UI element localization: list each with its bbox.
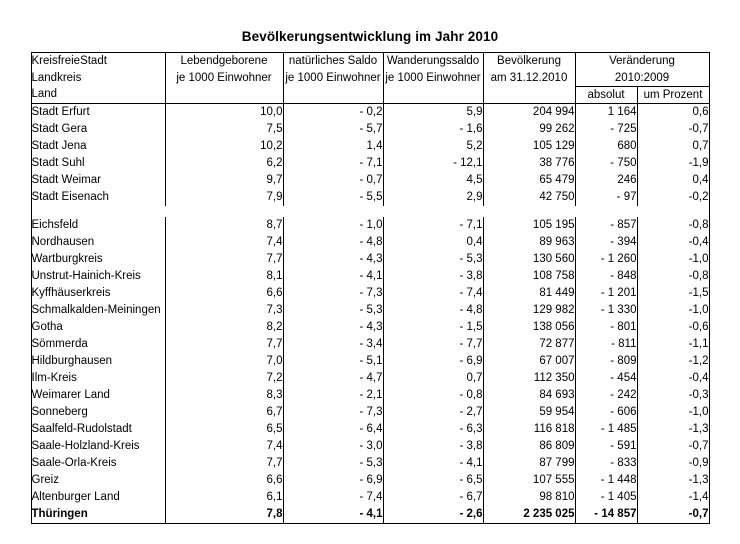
row-value-abs: - 242 [575, 387, 637, 404]
row-value-mig: 4,5 [383, 172, 483, 189]
row-value-abs: - 1 260 [575, 251, 637, 268]
row-value-abs: - 801 [575, 319, 637, 336]
row-value-nat: - 4,7 [283, 370, 383, 387]
row-value-born: 7,2 [165, 370, 283, 387]
row-value-pct: -1,2 [637, 353, 709, 370]
row-value-nat: 1,4 [283, 138, 383, 155]
table-row [31, 285, 709, 302]
row-value-born: 7,9 [165, 189, 283, 206]
row-region-name: Stadt Jena [31, 138, 165, 155]
row-value-born: 6,5 [165, 421, 283, 438]
table-row [31, 155, 709, 172]
total-value-born: 7,8 [165, 506, 283, 524]
row-value-pct: -1,0 [637, 404, 709, 421]
row-value-nat: - 7,1 [283, 155, 383, 172]
row-region-name: Stadt Suhl [31, 155, 165, 172]
row-value-born: 7,4 [165, 234, 283, 251]
row-value-nat: - 5,5 [283, 189, 383, 206]
row-value-pop: 87 799 [483, 455, 575, 472]
row-value-pct: -0,7 [637, 438, 709, 455]
row-value-born: 9,7 [165, 172, 283, 189]
row-value-pop: 86 809 [483, 438, 575, 455]
table-row [31, 234, 709, 251]
live-births-line1: Lebendgeborene [180, 55, 268, 67]
column-header-migration-balance [383, 53, 483, 104]
row-value-pop: 204 994 [483, 104, 575, 122]
row-value-nat: - 1,0 [283, 217, 383, 234]
table-row [31, 438, 709, 455]
row-region-name: Sonneberg [31, 404, 165, 421]
row-value-pct: -0,4 [637, 370, 709, 387]
total-value-pop: 2 235 025 [483, 506, 575, 524]
row-value-born: 6,1 [165, 489, 283, 506]
migration-balance-line2: je 1000 Einwohner [385, 71, 481, 84]
row-value-mig: - 2,7 [383, 404, 483, 421]
row-value-nat: - 6,9 [283, 472, 383, 489]
row-region-name: Weimarer Land [31, 387, 165, 404]
row-value-pop: 67 007 [483, 353, 575, 370]
row-value-nat: - 0,2 [283, 104, 383, 122]
column-header-region [31, 53, 165, 104]
row-value-pct: 0,7 [637, 138, 709, 155]
row-value-mig: - 7,7 [383, 336, 483, 353]
row-value-pct: 0,6 [637, 104, 709, 122]
row-value-pop: 59 954 [483, 404, 575, 421]
row-value-abs: - 1 448 [575, 472, 637, 489]
row-value-abs: - 857 [575, 217, 637, 234]
row-region-name: Hildburghausen [31, 353, 165, 370]
row-value-mig: - 12,1 [383, 155, 483, 172]
row-value-born: 8,3 [165, 387, 283, 404]
row-value-abs: - 833 [575, 455, 637, 472]
table-row [31, 404, 709, 421]
table-row [31, 268, 709, 285]
table-row [31, 172, 709, 189]
row-value-nat: - 7,3 [283, 285, 383, 302]
row-value-born: 10,2 [165, 138, 283, 155]
table-row [31, 353, 709, 370]
column-header-change-percent: um Prozent [637, 87, 709, 104]
row-value-abs: - 394 [575, 234, 637, 251]
row-value-nat: - 5,3 [283, 455, 383, 472]
row-value-abs: - 606 [575, 404, 637, 421]
row-value-mig: - 7,1 [383, 217, 483, 234]
population-line1: Bevölkerung [497, 55, 561, 67]
row-value-born: 6,7 [165, 404, 283, 421]
live-births-line2: je 1000 Einwohner [176, 71, 272, 84]
row-value-born: 8,7 [165, 217, 283, 234]
row-value-pop: 105 195 [483, 217, 575, 234]
row-value-born: 7,7 [165, 336, 283, 353]
table-header [31, 53, 709, 104]
row-value-born: 7,7 [165, 455, 283, 472]
row-value-abs: - 454 [575, 370, 637, 387]
row-value-nat: - 5,3 [283, 302, 383, 319]
row-value-pct: -0,8 [637, 217, 709, 234]
row-value-mig: - 6,7 [383, 489, 483, 506]
row-region-name: Saale-Holzland-Kreis [31, 438, 165, 455]
table-row [31, 138, 709, 155]
row-value-nat: - 0,7 [283, 172, 383, 189]
row-value-born: 7,0 [165, 353, 283, 370]
row-region-name: Saale-Orla-Kreis [31, 455, 165, 472]
column-header-natural-balance [283, 53, 383, 104]
row-value-nat: - 3,0 [283, 438, 383, 455]
row-region-name: Kyffhäuserkreis [31, 285, 165, 302]
column-header-change-group [575, 53, 709, 87]
table-row [31, 302, 709, 319]
row-value-pct: -1,9 [637, 155, 709, 172]
natural-balance-line2: je 1000 Einwohner [285, 71, 381, 84]
row-value-mig: - 6,3 [383, 421, 483, 438]
row-value-born: 8,1 [165, 268, 283, 285]
row-value-nat: - 4,1 [283, 268, 383, 285]
row-value-pop: 99 262 [483, 121, 575, 138]
row-value-mig: - 6,9 [383, 353, 483, 370]
row-value-pop: 89 963 [483, 234, 575, 251]
table-row [31, 370, 709, 387]
document-page [0, 29, 740, 544]
row-value-pop: 130 560 [483, 251, 575, 268]
row-value-mig: - 4,1 [383, 455, 483, 472]
row-value-mig: 2,9 [383, 189, 483, 206]
row-value-nat: - 6,4 [283, 421, 383, 438]
region-header-line3: Land [31, 88, 58, 101]
row-value-pct: -0,3 [637, 387, 709, 404]
row-value-abs: - 1 330 [575, 302, 637, 319]
row-region-name: Altenburger Land [31, 489, 165, 506]
table-row [31, 421, 709, 438]
row-value-mig: - 3,8 [383, 268, 483, 285]
row-value-nat: - 5,7 [283, 121, 383, 138]
row-value-mig: 5,2 [383, 138, 483, 155]
row-value-pct: -1,3 [637, 421, 709, 438]
row-value-pop: 42 750 [483, 189, 575, 206]
column-header-population [483, 53, 575, 104]
column-header-change-absolute: absolut [575, 87, 637, 104]
row-value-abs: - 1 485 [575, 421, 637, 438]
row-region-name: Wartburgkreis [31, 251, 165, 268]
row-value-nat: - 5,1 [283, 353, 383, 370]
row-value-abs: - 750 [575, 155, 637, 172]
page-title: Bevölkerungsentwicklung im Jahr 2010 [241, 29, 499, 44]
total-value-nat: - 4,1 [283, 506, 383, 524]
row-value-pop: 105 129 [483, 138, 575, 155]
row-region-name: Schmalkalden-Meiningen [31, 302, 165, 319]
row-value-mig: - 7,4 [383, 285, 483, 302]
row-value-born: 7,7 [165, 251, 283, 268]
table-spacer-row [31, 206, 709, 217]
row-value-pct: -0,7 [637, 121, 709, 138]
row-value-pop: 107 555 [483, 472, 575, 489]
migration-balance-line1: Wanderungssaldo [386, 55, 480, 67]
row-region-name: Stadt Gera [31, 121, 165, 138]
spacer-cell [31, 206, 709, 217]
row-region-name: Eichsfeld [31, 217, 165, 234]
row-value-abs: - 591 [575, 438, 637, 455]
table-row [31, 387, 709, 404]
row-value-pct: -0,4 [637, 234, 709, 251]
natural-balance-line1: natürliches Saldo [288, 55, 378, 67]
row-value-born: 7,5 [165, 121, 283, 138]
row-value-pop: 98 810 [483, 489, 575, 506]
total-value-abs: - 14 857 [575, 506, 637, 524]
row-value-mig: 0,4 [383, 234, 483, 251]
total-value-mig: - 2,6 [383, 506, 483, 524]
row-value-pct: -0,8 [637, 268, 709, 285]
table-body [31, 104, 709, 524]
table-row [31, 251, 709, 268]
row-value-pop: 112 350 [483, 370, 575, 387]
row-value-abs: - 811 [575, 336, 637, 353]
table-row [31, 489, 709, 506]
row-value-mig: - 1,5 [383, 319, 483, 336]
row-value-born: 7,4 [165, 438, 283, 455]
change-group-line1: Veränderung [609, 55, 675, 67]
row-value-mig: 0,7 [383, 370, 483, 387]
table-total-row [31, 506, 709, 524]
row-value-born: 7,3 [165, 302, 283, 319]
row-value-pop: 108 758 [483, 268, 575, 285]
row-value-mig: - 6,5 [383, 472, 483, 489]
row-region-name: Unstrut-Hainich-Kreis [31, 268, 165, 285]
row-value-pop: 84 693 [483, 387, 575, 404]
row-value-pct: -0,2 [637, 189, 709, 206]
row-value-pct: -1,4 [637, 489, 709, 506]
table-row [31, 455, 709, 472]
table-row [31, 121, 709, 138]
row-value-pop: 38 776 [483, 155, 575, 172]
row-value-pct: -1,1 [637, 336, 709, 353]
column-header-live-births [165, 53, 283, 104]
row-value-nat: - 4,8 [283, 234, 383, 251]
table-row [31, 472, 709, 489]
row-value-mig: - 3,8 [383, 438, 483, 455]
row-value-pop: 81 449 [483, 285, 575, 302]
table-row [31, 217, 709, 234]
row-value-nat: - 7,4 [283, 489, 383, 506]
row-value-nat: - 7,3 [283, 404, 383, 421]
row-region-name: Greiz [31, 472, 165, 489]
row-value-born: 10,0 [165, 104, 283, 122]
row-value-pct: -1,0 [637, 302, 709, 319]
table-row [31, 104, 709, 122]
row-value-abs: 246 [575, 172, 637, 189]
row-value-pct: -0,6 [637, 319, 709, 336]
row-value-abs: - 725 [575, 121, 637, 138]
table-row [31, 319, 709, 336]
total-value-pct: -0,7 [637, 506, 709, 524]
row-value-mig: 5,9 [383, 104, 483, 122]
row-value-nat: - 3,4 [283, 336, 383, 353]
row-value-born: 8,2 [165, 319, 283, 336]
row-value-born: 6,6 [165, 285, 283, 302]
row-region-name: Gotha [31, 319, 165, 336]
population-table [31, 52, 710, 524]
row-value-pop: 72 877 [483, 336, 575, 353]
row-value-pop: 65 479 [483, 172, 575, 189]
row-value-pct: -1,0 [637, 251, 709, 268]
row-value-abs: - 809 [575, 353, 637, 370]
row-region-name: Stadt Weimar [31, 172, 165, 189]
row-value-nat: - 2,1 [283, 387, 383, 404]
row-value-mig: - 0,8 [383, 387, 483, 404]
row-region-name: Ilm-Kreis [31, 370, 165, 387]
row-value-pct: -1,5 [637, 285, 709, 302]
row-value-pop: 116 818 [483, 421, 575, 438]
row-region-name: Stadt Eisenach [31, 189, 165, 206]
row-value-abs: 680 [575, 138, 637, 155]
row-value-abs: - 1 405 [575, 489, 637, 506]
row-region-name: Sömmerda [31, 336, 165, 353]
row-value-mig: - 1,6 [383, 121, 483, 138]
row-value-born: 6,2 [165, 155, 283, 172]
row-value-pct: -1,3 [637, 472, 709, 489]
row-value-abs: - 848 [575, 268, 637, 285]
table-row [31, 189, 709, 206]
row-region-name: Saalfeld-Rudolstadt [31, 421, 165, 438]
region-header-line1: KreisfreieStadt [31, 55, 107, 67]
row-value-abs: 1 164 [575, 104, 637, 122]
region-header-line2: Landkreis [31, 71, 82, 84]
row-region-name: Nordhausen [31, 234, 165, 251]
row-value-nat: - 4,3 [283, 251, 383, 268]
row-value-abs: - 1 201 [575, 285, 637, 302]
row-value-born: 6,6 [165, 472, 283, 489]
row-value-pop: 138 056 [483, 319, 575, 336]
row-value-mig: - 4,8 [383, 302, 483, 319]
row-value-mig: - 5,3 [383, 251, 483, 268]
row-value-pop: 129 982 [483, 302, 575, 319]
row-value-nat: - 4,3 [283, 319, 383, 336]
total-region-name: Thüringen [31, 506, 165, 524]
table-row [31, 336, 709, 353]
row-value-pct: -0,9 [637, 455, 709, 472]
row-region-name: Stadt Erfurt [31, 104, 165, 122]
change-group-line2: 2010:2009 [614, 71, 670, 84]
row-value-pct: 0,4 [637, 172, 709, 189]
row-value-abs: - 97 [575, 189, 637, 206]
population-line2: am 31.12.2010 [490, 71, 568, 84]
